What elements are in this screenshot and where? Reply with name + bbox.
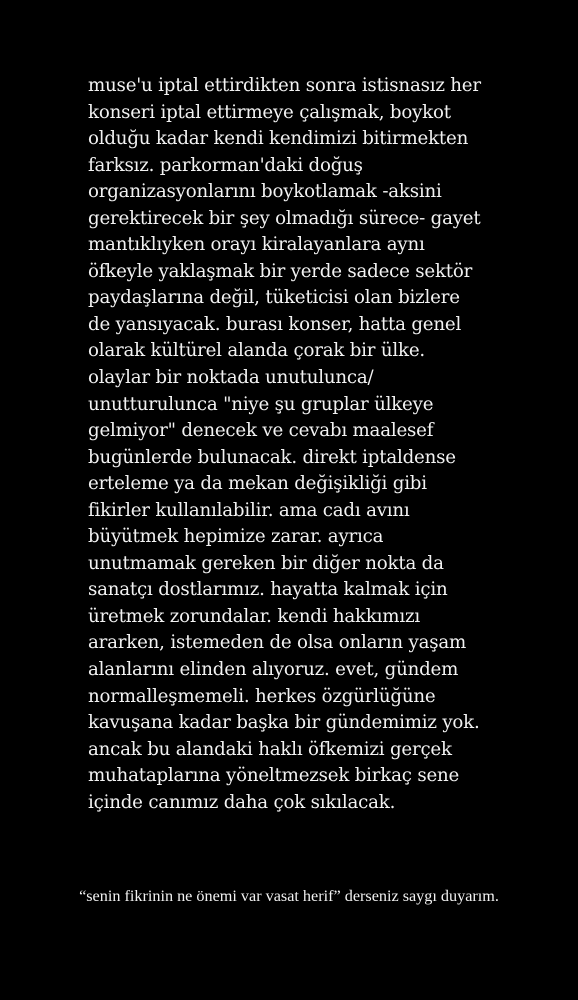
- story-line: erteleme ya da mekan değişikliği gibi: [88, 473, 427, 495]
- story-line: olarak kültürel alanda çorak bir ülke.: [88, 340, 425, 362]
- story-line: unutmamak gereken bir diğer nokta da: [88, 552, 444, 574]
- story-line: olaylar bir noktada unutulunca/: [88, 367, 374, 389]
- story-line: muse'u iptal ettirdikten sonra istisnasız her: [88, 75, 481, 96]
- story-line: unutturulunca "niye şu gruplar ülkeye: [88, 393, 434, 415]
- story-line: mantıklıyken orayı kiralayanlara aynı: [88, 234, 425, 256]
- story-line: ararken, istemeden de olsa onların yaşam: [88, 632, 467, 654]
- story-line: de yansıyacak. burası konser, hatta genel: [88, 313, 462, 335]
- story-line: olduğu kadar kendi kendimizi bitirmekten: [88, 128, 469, 150]
- story-body-text: [88, 73, 528, 816]
- story-line: öfkeyle yaklaşmak bir yerde sadece sektör: [88, 260, 473, 282]
- story-line: gerektirecek bir şey olmadığı sürece- gayet: [88, 207, 481, 229]
- story-line: alanlarını elinden alıyoruz. evet, gündem: [88, 659, 459, 681]
- story-line: muhataplarına yöneltmezsek birkaç sene: [88, 765, 460, 787]
- story-line: fikirler kullanılabilir. ama cadı avını: [88, 499, 410, 521]
- story-line: içinde canımız daha çok sıkılacak.: [88, 791, 396, 813]
- story-line: sanatçı dostlarımız. hayatta kalmak için: [88, 579, 448, 601]
- story-line: farksız. parkorman'daki doğuş: [88, 154, 363, 176]
- story-line: normalleşmemeli. herkes özgürlüğüne: [88, 685, 436, 707]
- story-footnote: “senin fikrinin ne önemi var vasat herif” derseniz saygı duyarım.: [79, 887, 499, 905]
- story-line: ancak bu alandaki haklı öfkemizi gerçek: [88, 738, 452, 760]
- story-line: organizasyonlarını boykotlamak -aksini: [88, 181, 442, 203]
- story-line: bugünlerde bulunacak. direkt iptaldense: [88, 446, 456, 468]
- story-line: üretmek zorundalar. kendi hakkımızı: [88, 605, 420, 627]
- story-line: gelmiyor" denecek ve cevabı maalesef: [88, 420, 434, 442]
- story-line: paydaşlarına değil, tüketicisi olan bizlere: [88, 287, 460, 309]
- story-line: büyütmek hepimize zarar. ayrıca: [88, 526, 384, 548]
- story-line: konseri iptal ettirmeye çalışmak, boykot: [88, 101, 451, 123]
- story-line: kavuşana kadar başka bir gündemimiz yok.: [88, 712, 480, 734]
